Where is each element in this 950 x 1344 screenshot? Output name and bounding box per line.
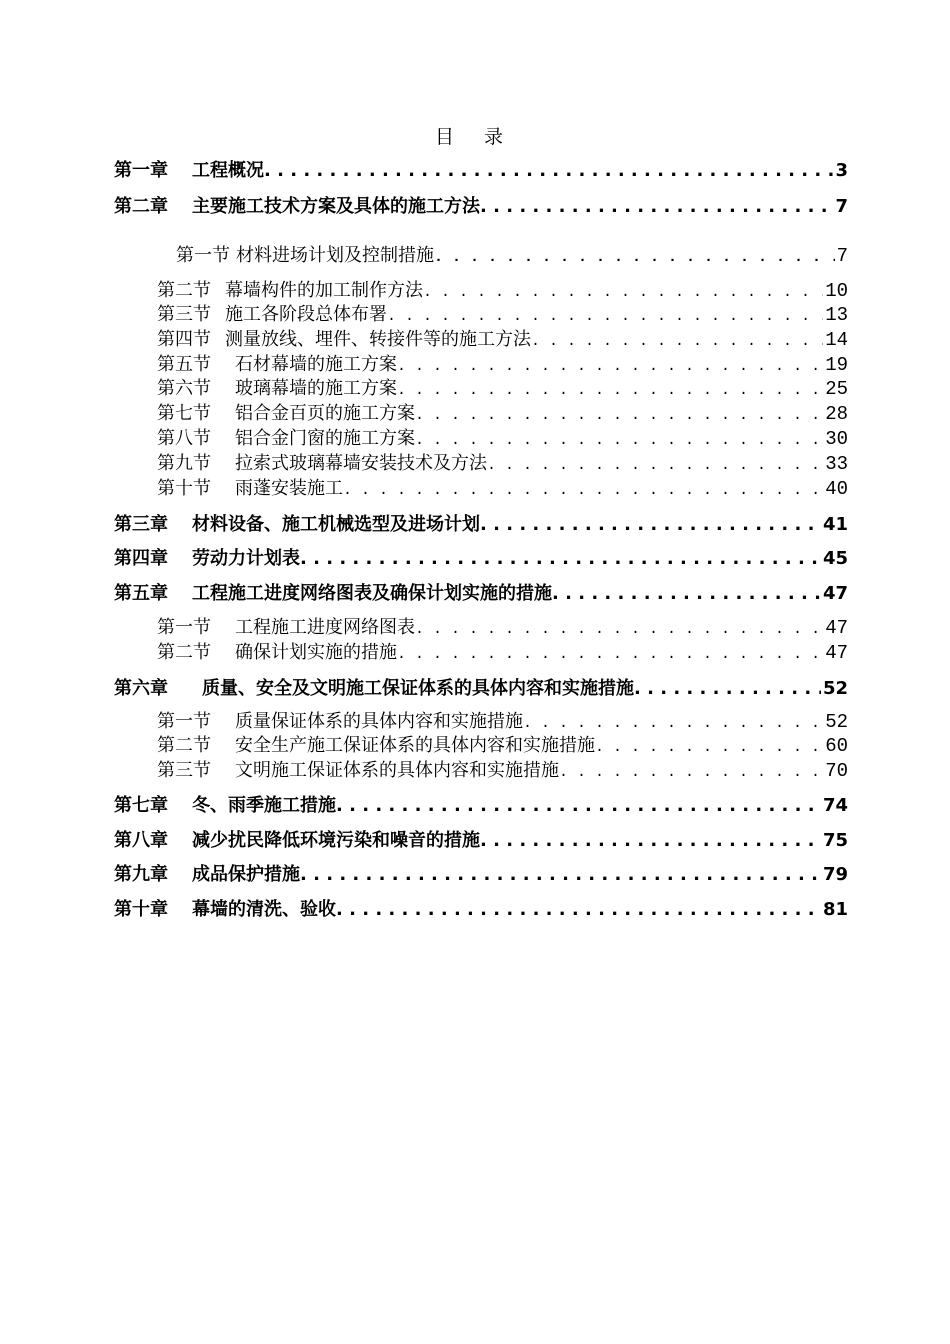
toc-entry-heading <box>114 546 300 572</box>
toc-entry[interactable] <box>157 477 848 503</box>
toc-entry-page-number: 47 <box>825 617 848 639</box>
toc-entry-page-number: 81 <box>822 899 848 920</box>
dot-leader <box>387 305 823 329</box>
toc-entry-page-number: 7 <box>836 245 848 267</box>
toc-entry-page-number: 7 <box>835 196 848 217</box>
dot-leader <box>480 512 821 538</box>
dot-leader <box>415 429 823 453</box>
toc-entry-heading <box>114 897 336 923</box>
toc-entry-page-number: 19 <box>825 354 848 376</box>
toc-entry-title: 雨蓬安装施工 <box>235 478 343 499</box>
toc-entry-page-number: 60 <box>825 735 848 757</box>
toc-entry-title: 劳动力计划表 <box>192 548 300 569</box>
toc-entry-title: 材料进场计划及控制措施 <box>236 245 434 266</box>
toc-entry[interactable] <box>157 616 848 642</box>
toc-entry-heading <box>114 194 480 220</box>
toc-entry[interactable] <box>157 353 848 379</box>
toc-entry-label: 第八章 <box>114 830 168 851</box>
toc-entry-label: 第四章 <box>114 548 168 569</box>
toc-entry-title: 石材幕墙的施工方案 <box>235 354 397 375</box>
toc-entry-page-number: 33 <box>825 453 848 475</box>
toc-entry-heading <box>157 279 423 303</box>
toc-entry-title: 质量、安全及文明施工保证体系的具体内容和实施措施 <box>202 678 634 699</box>
dot-leader <box>480 194 833 220</box>
toc-entry-page-number: 3 <box>835 160 848 181</box>
toc-entry[interactable] <box>114 158 848 184</box>
dot-leader <box>634 676 821 702</box>
toc-entry[interactable] <box>157 452 848 478</box>
toc-entry[interactable] <box>157 303 848 329</box>
dot-leader <box>336 793 821 819</box>
toc-entry[interactable] <box>157 328 848 354</box>
toc-entry-heading <box>114 512 480 538</box>
toc-entry-title: 工程施工进度网络图表 <box>235 617 415 638</box>
toc-entry-title: 材料设备、施工机械选型及进场计划 <box>192 514 480 535</box>
toc-entry-heading <box>157 616 415 640</box>
toc-entry-title: 主要施工技术方案及具体的施工方法 <box>192 196 480 217</box>
dot-leader <box>487 454 823 478</box>
toc-entry-heading <box>157 303 387 327</box>
toc-entry[interactable] <box>114 676 848 702</box>
toc-title: 目 录 <box>434 126 516 148</box>
toc-entry-label: 第二节 <box>157 735 211 756</box>
toc-entry-label: 第七章 <box>114 795 168 816</box>
toc-entry-label: 第二节 <box>157 280 211 301</box>
toc-entry-page-number: 25 <box>825 378 848 400</box>
toc-entry-label: 第九节 <box>157 453 211 474</box>
toc-entry-title: 文明施工保证体系的具体内容和实施措施 <box>235 760 559 781</box>
toc-entry[interactable] <box>114 194 848 220</box>
toc-entry-title: 测量放线、埋件、转接件等的施工方法 <box>225 329 531 350</box>
toc-entry-heading <box>114 158 264 184</box>
toc-entry[interactable] <box>157 377 848 403</box>
toc-entry-title: 玻璃幕墙的施工方案 <box>235 378 397 399</box>
dot-leader <box>343 479 823 503</box>
toc-entry[interactable] <box>157 710 848 736</box>
toc-entry-title: 铝合金门窗的施工方案 <box>235 428 415 449</box>
toc-entry-page-number: 28 <box>825 403 848 425</box>
toc-entry[interactable] <box>114 897 848 923</box>
toc-entry-heading <box>157 641 397 665</box>
toc-entry-label: 第四节 <box>157 329 211 350</box>
toc-entry-heading <box>157 377 397 401</box>
toc-entry[interactable] <box>157 402 848 428</box>
toc-entry[interactable] <box>157 734 848 760</box>
toc-entry[interactable] <box>114 546 848 572</box>
toc-entry[interactable] <box>114 828 848 854</box>
toc-entry-page-number: 74 <box>822 795 848 816</box>
toc-entry-heading <box>157 452 487 476</box>
toc-entry-page-number: 14 <box>825 329 848 351</box>
toc-entry-page-number: 13 <box>825 304 848 326</box>
toc-entry-page-number: 52 <box>825 711 848 733</box>
toc-entry[interactable] <box>157 279 848 305</box>
toc-entry[interactable] <box>114 581 848 607</box>
toc-entry-title: 工程概况 <box>192 160 264 181</box>
dot-leader <box>595 736 823 760</box>
toc-entry-label: 第一节 <box>176 245 230 266</box>
toc-entry-label: 第二章 <box>114 196 168 217</box>
toc-entry-label: 第九章 <box>114 864 168 885</box>
dot-leader <box>264 158 833 184</box>
toc-entry-page-number: 45 <box>822 548 848 569</box>
dot-leader <box>434 246 835 270</box>
dot-leader <box>480 828 821 854</box>
toc-entry-heading <box>176 244 434 268</box>
toc-entry-label: 第五节 <box>157 354 211 375</box>
dot-leader <box>300 546 821 572</box>
dot-leader <box>531 330 823 354</box>
toc-entry-page-number: 79 <box>822 864 848 885</box>
dot-leader <box>559 761 823 785</box>
toc-entry-heading <box>114 793 336 819</box>
toc-entry-title: 铝合金百页的施工方案 <box>235 403 415 424</box>
toc-entry-label: 第二节 <box>157 642 211 663</box>
toc-entry-page-number: 30 <box>825 428 848 450</box>
toc-entry-title: 确保计划实施的措施 <box>235 642 397 663</box>
toc-entry-page-number: 47 <box>825 642 848 664</box>
dot-leader <box>523 712 823 736</box>
toc-entry-heading <box>157 427 415 451</box>
toc-entry-title: 施工各阶段总体布署 <box>225 304 387 325</box>
toc-entry-title: 安全生产施工保证体系的具体内容和实施措施 <box>235 735 595 756</box>
dot-leader <box>336 897 821 923</box>
toc-entry[interactable] <box>114 512 848 538</box>
toc-entry[interactable] <box>157 759 848 785</box>
toc-entry-page-number: 47 <box>822 583 848 604</box>
toc-entry-title: 成品保护措施 <box>192 864 300 885</box>
toc-entry-heading <box>114 862 300 888</box>
dot-leader <box>300 862 821 888</box>
toc-entry-heading <box>157 328 531 352</box>
toc-entry-title: 幕墙的清洗、验收 <box>192 899 336 920</box>
toc-entry-label: 第十章 <box>114 899 168 920</box>
toc-entry-heading <box>157 477 343 501</box>
toc-entry-label: 第六节 <box>157 378 211 399</box>
toc-entry-heading <box>114 676 634 702</box>
toc-entry-heading <box>157 710 523 734</box>
toc-entry-title: 工程施工进度网络图表及确保计划实施的措施 <box>192 583 552 604</box>
dot-leader <box>423 281 823 305</box>
toc-entry-label: 第一章 <box>114 160 168 181</box>
dot-leader <box>415 618 823 642</box>
toc-entry-title: 拉索式玻璃幕墙安装技术及方法 <box>235 453 487 474</box>
dot-leader <box>397 643 823 667</box>
toc-entry[interactable] <box>157 427 848 453</box>
toc-entry-page-number: 75 <box>822 830 848 851</box>
toc-entry-label: 第六章 <box>114 678 168 699</box>
toc-entry-label: 第八节 <box>157 428 211 449</box>
toc-entry[interactable] <box>157 641 848 667</box>
toc-entry-page-number: 41 <box>822 514 848 535</box>
toc-entry-title: 质量保证体系的具体内容和实施措施 <box>235 711 523 732</box>
toc-entry-heading <box>157 759 559 783</box>
toc-entry[interactable] <box>176 244 848 270</box>
dot-leader <box>552 581 821 607</box>
toc-entry-title: 幕墙构件的加工制作方法 <box>225 280 423 301</box>
toc-entry-title: 冬、雨季施工措施 <box>192 795 336 816</box>
toc-entry-label: 第五章 <box>114 583 168 604</box>
toc-entry-heading <box>114 581 552 607</box>
toc-entry-page-number: 70 <box>825 760 848 782</box>
toc-entry-heading <box>114 828 480 854</box>
dot-leader <box>415 404 823 428</box>
toc-entry-title: 减少扰民降低环境污染和噪音的措施 <box>192 830 480 851</box>
toc-entry-page-number: 10 <box>825 280 848 302</box>
toc-entry-page-number: 40 <box>825 478 848 500</box>
dot-leader <box>397 379 823 403</box>
toc-entry[interactable] <box>114 793 848 819</box>
toc-entry-label: 第十节 <box>157 478 211 499</box>
toc-entry-page-number: 52 <box>822 678 848 699</box>
toc-entry-label: 第七节 <box>157 403 211 424</box>
toc-entry-label: 第一节 <box>157 617 211 638</box>
toc-entry-heading <box>157 402 415 426</box>
toc-entry[interactable] <box>114 862 848 888</box>
toc-entry-heading <box>157 734 595 758</box>
toc-entry-heading <box>157 353 397 377</box>
toc-entry-label: 第三节 <box>157 760 211 781</box>
dot-leader <box>397 355 823 379</box>
toc-entry-label: 第一节 <box>157 711 211 732</box>
toc-entry-label: 第三章 <box>114 514 168 535</box>
toc-entry-label: 第三节 <box>157 304 211 325</box>
